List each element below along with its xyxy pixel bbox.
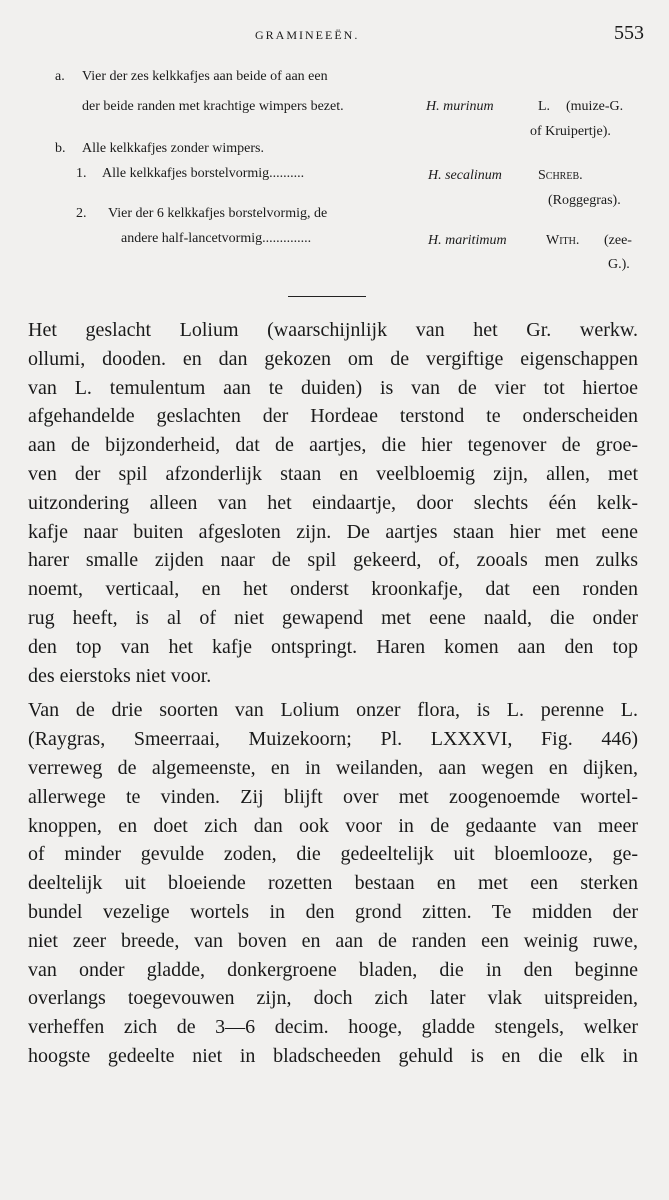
text-line: overlangs toegevouwen zijn, doch zich later vlak uitspreiden, [28, 987, 638, 1010]
key-a-species: H. murinum [426, 99, 494, 114]
text-line: deeltelijk uit bloeiende rozetten bestaan en met een sterken [28, 872, 638, 895]
text-line: kafje naar buiten afgesloten zijn. De aartjes staan hier met eene [28, 520, 638, 543]
key-a-common-cont: of Kruipertje). [530, 124, 611, 139]
running-header [0, 22, 669, 52]
text-line: aan de bijzonderheid, dat de aartjes, die hier tegenover de groe- [28, 434, 638, 457]
text-line: niet zeer breede, van boven en aan de randen een weinig ruwe, [28, 929, 638, 952]
key-a-text: der beide randen met krachtige wimpers bezet. [82, 99, 344, 114]
key-b2-common-cont: G.). [608, 257, 630, 272]
key-b2-author: With. [546, 233, 580, 248]
paragraph-2 [28, 696, 638, 1070]
key-a-label: a. [55, 69, 65, 84]
key-b2-species: H. maritimum [428, 233, 507, 248]
key-b2-text1: Vier der 6 kelkkafjes borstelvormig, de [108, 206, 328, 221]
text-line: ven der spil afzonderlijk staan en veelbloemig zijn, allen, met [28, 462, 638, 485]
key-a-line2 [82, 98, 344, 116]
text-line: verheffen zich de 3—6 decim. hooge, gladde stengels, welker [28, 1016, 638, 1039]
key-b1-common: (Roggegras). [548, 193, 621, 208]
text-line: noemt, verticaal, en het onderst kroonkafje, dat een ronden [28, 578, 638, 601]
text-line: Het geslacht Lolium (waarschijnlijk van het Gr. werkw. [28, 319, 638, 341]
text-line: (Raygras, Smeerraai, Muizekoorn; Pl. LXXXVI, Fig. 446) [28, 728, 638, 751]
text-line: of minder gevulde zoden, die gedeeltelijk uit bloemlooze, ge- [28, 843, 638, 866]
text-line: uitzondering alleen van het eindaartje, door slechts één kelk- [28, 491, 638, 514]
text-line: van L. temulentum aan te duiden) is van de vier tot hiertoe [28, 376, 638, 399]
text-line: des eierstoks niet voor. [28, 664, 212, 687]
text-line: afgehandelde geslachten der Hordeae terstond te onderscheiden [28, 405, 638, 428]
text-line: den top van het kafje ontspringt. Haren komen aan den top [28, 635, 638, 658]
main-text [28, 316, 638, 1071]
section-divider [288, 296, 366, 297]
text-line: bundel vezelige wortels in den grond zitten. Te midden der [28, 900, 638, 923]
text-line: knoppen, en doet zich dan ook voor in de gedaante van meer [28, 814, 638, 837]
paragraph-1 [28, 316, 638, 690]
text-line: allerwege te vinden. Zij blijft over met zoogenoemde wortel- [28, 785, 638, 808]
key-b2-common: (zee- [604, 233, 632, 248]
text-line: verreweg de algemeenste, en in weilanden, aan wegen en dijken, [28, 756, 638, 779]
text-line: rug heeft, is al of niet gewapend met eene naald, die onder [28, 606, 638, 629]
text-line: harer smalle zijden naar de spil gekeerd, of, zooals men zulks [28, 549, 638, 572]
text-line: van onder gladde, donkergroene bladen, die in den beginne [28, 958, 638, 981]
text-line: hoogste gedeelte niet in bladscheeden gehuld is en die elk in [28, 1044, 638, 1067]
key-a-line1: Vier der zes kelkkafjes aan beide of aan een [82, 69, 328, 84]
key-b-label: b. [55, 141, 66, 156]
key-b1-label: 1. [76, 166, 87, 181]
key-b1-species: H. secalinum [428, 168, 502, 183]
key-b1-text: Alle kelkkafjes borstelvormig.......... [102, 166, 305, 181]
text-line: Van de drie soorten van Lolium onzer flora, is L. perenne L. [28, 699, 638, 722]
text-line: ollumi, dooden. en dan gekozen om de vergiftige eigenschappen [28, 347, 638, 370]
key-b2-text2: andere half-lancetvormig.............. [121, 231, 312, 246]
running-title: GRAMINEEËN. [255, 28, 360, 42]
key-b-text: Alle kelkkafjes zonder wimpers. [82, 141, 264, 156]
key-a-author: L. [538, 99, 551, 114]
key-b2-label: 2. [76, 206, 87, 221]
page-number: 553 [614, 22, 644, 44]
key-a-common: (muize-G. [566, 99, 624, 114]
key-b1-author: Schreb. [538, 168, 583, 183]
